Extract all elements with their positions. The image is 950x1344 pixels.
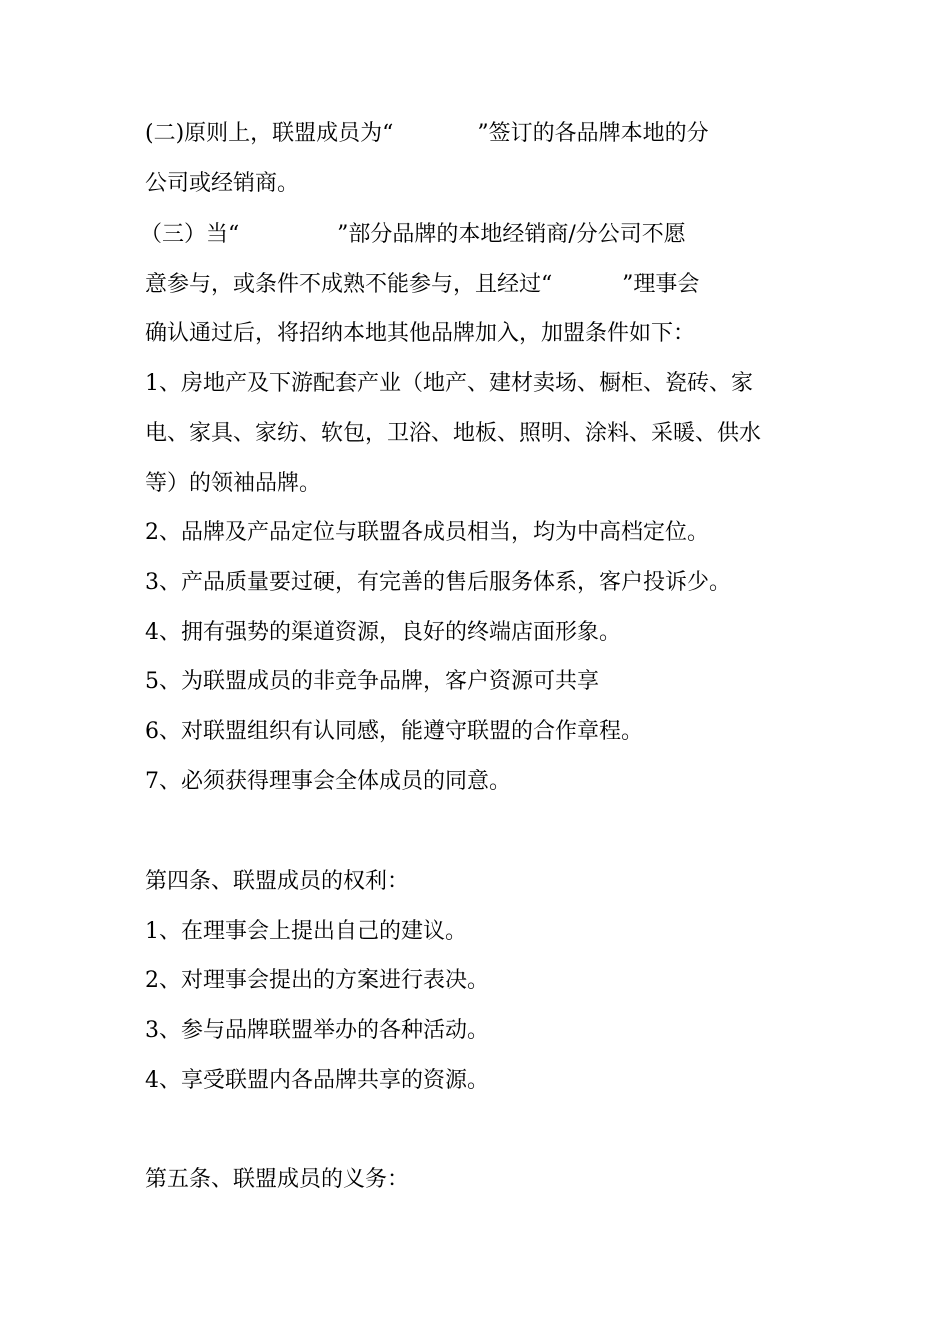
paragraph-line-4: 意参与，或条件不成熟不能参与，且经过“ ”理事会: [145, 272, 700, 297]
right-4: 4、享受联盟内各品牌共享的资源。: [145, 1068, 489, 1093]
condition-1-line-1: 1、房地产及下游配套产业（地产、建材卖场、橱柜、瓷砖、家: [145, 371, 753, 396]
condition-6: 6、对联盟组织有认同感，能遵守联盟的合作章程。: [145, 719, 643, 744]
paragraph-line-3: （三）当“ ”部分品牌的本地经销商/分公司不愿: [140, 222, 686, 247]
condition-1-line-2: 电、家具、家纺、软包，卫浴、地板、照明、涂料、采暖、供水: [145, 421, 762, 446]
paragraph-line-5: 确认通过后，将招纳本地其他品牌加入，加盟条件如下：: [145, 321, 696, 346]
condition-4: 4、拥有强势的渠道资源，良好的终端店面形象。: [145, 620, 621, 645]
condition-2: 2、品牌及产品定位与联盟各成员相当，均为中高档定位。: [145, 520, 709, 545]
article-5-heading: 第五条、联盟成员的义务：: [145, 1167, 410, 1192]
condition-3: 3、产品质量要过硬，有完善的售后服务体系，客户投诉少。: [145, 570, 731, 595]
right-2: 2、对理事会提出的方案进行表决。: [145, 968, 489, 993]
condition-7: 7、必须获得理事会全体成员的同意。: [145, 769, 511, 794]
condition-5: 5、为联盟成员的非竞争品牌，客户资源可共享: [145, 669, 599, 694]
right-3: 3、参与品牌联盟举办的各种活动。: [145, 1018, 489, 1043]
paragraph-line-2: 公司或经销商。: [145, 171, 300, 196]
condition-1-line-3: 等）的领袖品牌。: [145, 471, 322, 496]
paragraph-line-1: (二)原则上，联盟成员为“ ”签订的各品牌本地的分: [145, 121, 709, 146]
article-4-heading: 第四条、联盟成员的权利：: [145, 869, 410, 894]
right-1: 1、在理事会上提出自己的建议。: [145, 919, 467, 944]
